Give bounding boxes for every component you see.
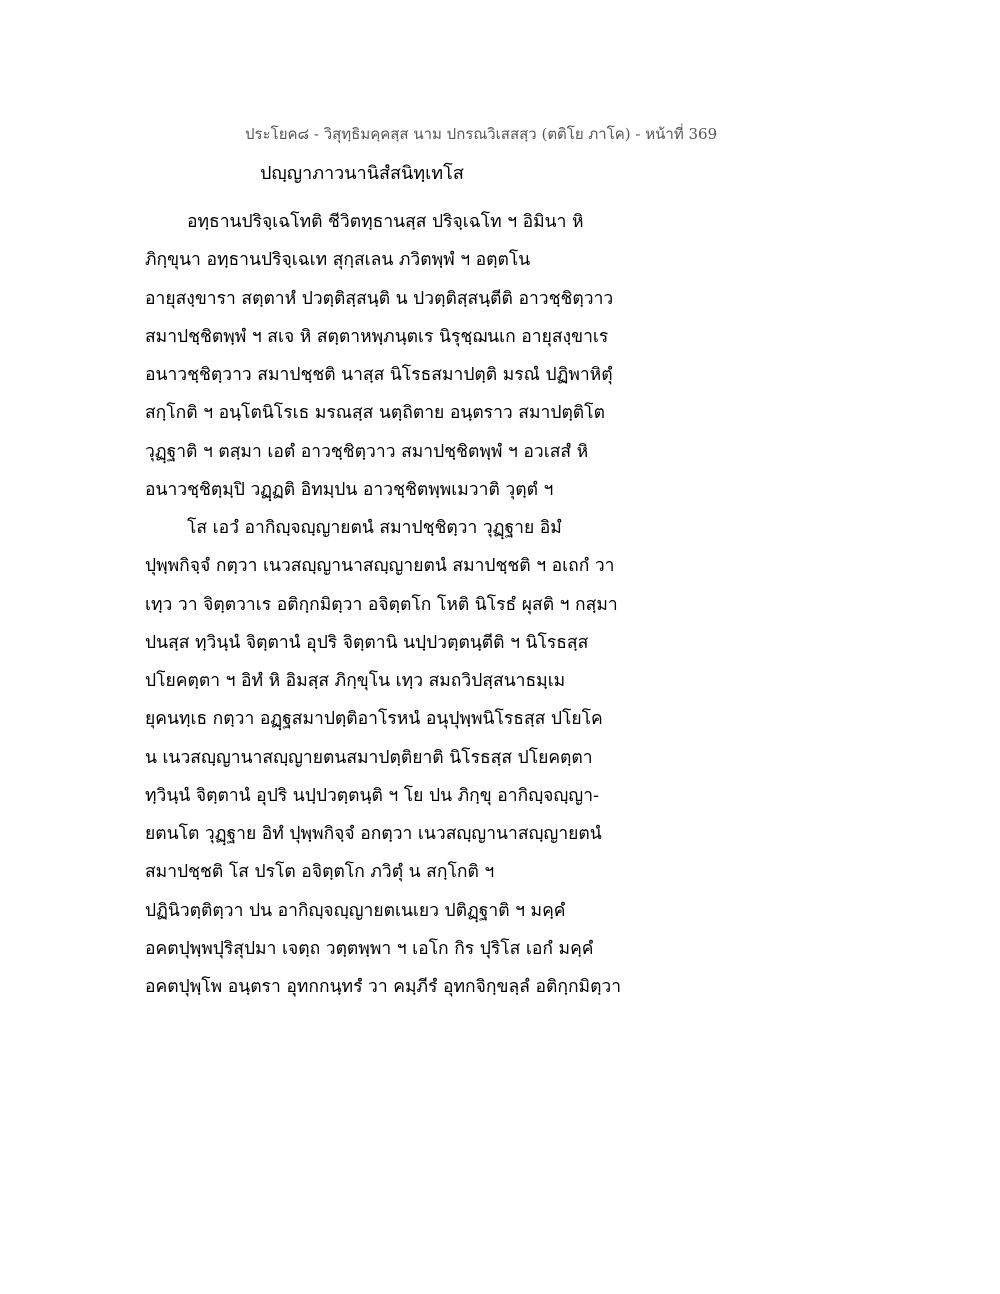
text-line: วุฏฺฐาติ ฯ ตสฺมา เอตํ อาวชฺชิตฺวาว สมาปชฺชิตพฺพํ ฯ อวเสสํ หิ [145, 441, 589, 462]
text-line: ทฺวินฺนํ จิตฺตานํ อุปริ นปฺปวตฺตนฺติ ฯ โย ปน ภิกฺขุ อากิญฺจญฺญา- [145, 785, 599, 806]
section-title: ปญฺญาภาวนานิสํสนิทฺเทโส [260, 163, 464, 184]
running-header: ประโยค๘ - วิสุทฺธิมคฺคสฺส นาม ปกรณวิเสสสฺว (ตติโย ภาโค) - หน้าที่ 369 [245, 125, 718, 143]
text-line: เทฺว วา จิตฺตวาเร อติกฺกมิตฺวา อจิตฺตโก โหติ นิโรธํ ผุสติ ฯ กสฺมา [145, 594, 618, 615]
text-line: ภิกฺขุนา อทฺธานปริจฺเฉเท สุกฺสเลน ภวิตพฺพํ ฯ อตฺตโน [145, 250, 531, 271]
text-line: อนาวชฺชิตฺมฺปิ วฏฺฏติ อิทมฺปน อาวชฺชิตพฺพเมวาติ วุตฺตํ ฯ [145, 479, 554, 500]
text-line: ปุพฺพกิจฺจํ กตฺวา เนวสญฺญานาสญฺญายตนํ สมาปชฺชติ ฯ อเถกํ วา [145, 556, 615, 577]
text-line: สมาปชฺชติ โส ปรโต อจิตฺตโก ภวิตุํ น สกฺโกติ ฯ [145, 862, 495, 883]
text-line: ยุคนทฺเธ กตฺวา อฏฺฐสมาปตฺติอาโรหนํ อนุปุพฺพนิโรธสฺส ปโยโค [145, 709, 603, 730]
text-line: อนาวชฺชิตฺวาว สมาปชฺชติ นาสฺส นิโรธสมาปตฺติ มรณํ ปฏิพาหิตุํ [145, 365, 613, 385]
text-line: น เนวสญฺญานาสญฺญายตนสมาปตฺติยาติ นิโรธสฺส ปโยคตฺตา [145, 747, 593, 768]
body-text [145, 203, 705, 1006]
text-line: ปโยคตฺตา ฯ อิทํ หิ อิมสฺส ภิกฺขุโน เทฺว สมถวิปสฺสนาธมฺเม [145, 671, 566, 691]
text-line: ปนสฺส ทฺวินฺนํ จิตฺตานํ อุปริ จิตฺตานิ นปฺปวตฺตนฺตีติ ฯ นิโรธสฺส [145, 632, 589, 653]
text-line: อทฺธานปริจฺเฉโทติ ชีวิตทฺธานสฺส ปริจฺเฉโท ฯ อิมินา หิ [187, 212, 584, 232]
text-line: อายุสงฺขารา สตฺตาหํ ปวตฺติสฺสนฺติ น ปวตฺติสฺสนฺตีติ อาวชฺชิตฺวาว [145, 288, 614, 309]
text-line: อคตปุพฺโพ อนฺตรา อุทกกนฺทรํ วา คมฺภีรํ อุทกจิกฺขลฺลํ อติกฺกมิตฺวา [145, 977, 622, 997]
text-line: ยตนโต วุฏฺฐาย อิทํ ปุพฺพกิจฺจํ อกตฺวา เนวสญฺญานาสญฺญายตนํ [145, 824, 602, 844]
text-line: สมาปชฺชิตพฺพํ ฯ สเจ หิ สตฺตาหพฺภนฺตเร นิรุชฺฌนเก อายุสงฺขาเร [145, 326, 609, 347]
text-line: โส เอวํ อากิญฺจญฺญายตนํ สมาปชฺชิตฺวา วุฏฺฐาย อิมํ [187, 518, 562, 538]
text-line: สกฺโกติ ฯ อนฺโตนิโรเธ มรณสฺส นตฺถิตาย อนฺตราว สมาปตฺติโต [145, 403, 605, 424]
text-line: ปฏินิวตฺติตฺวา ปน อากิญฺจญฺญายตเนเยว ปติฏฺฐาติ ฯ มคฺคํ [145, 900, 566, 921]
text-line: อคตปุพฺพปุริสุปมา เจตฺถ วตฺตพฺพา ฯ เอโก กิร ปุริโส เอกํ มคฺคํ [145, 938, 594, 959]
